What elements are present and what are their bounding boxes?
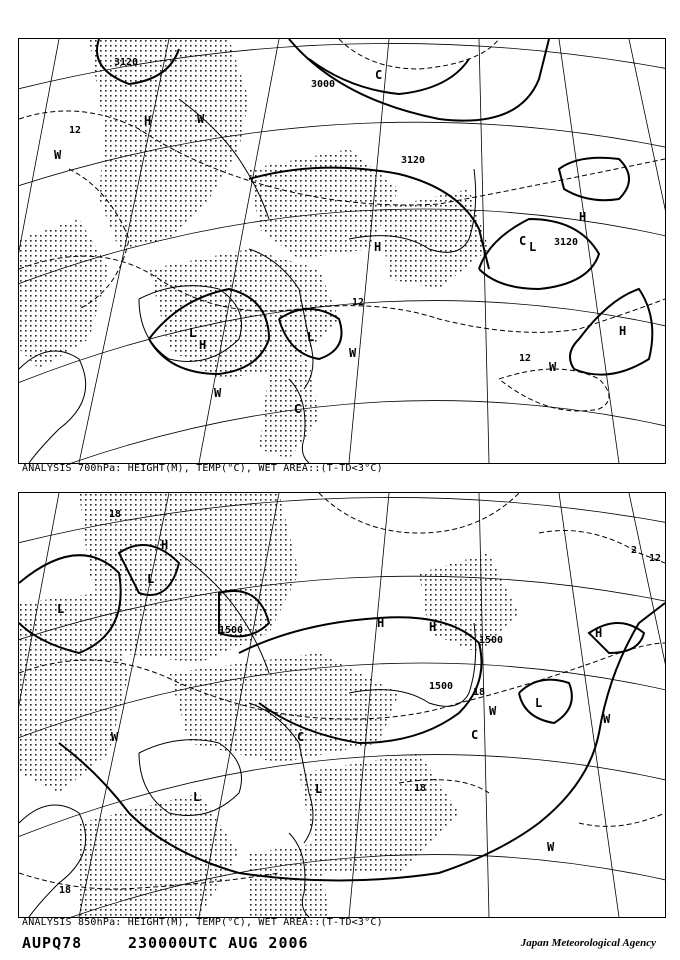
warm-label: W bbox=[603, 712, 611, 726]
map-panel-700hpa bbox=[18, 38, 666, 464]
pressure-center-label: H bbox=[161, 538, 169, 552]
pressure-center-label: C bbox=[297, 730, 305, 744]
warm-label: W bbox=[549, 360, 557, 374]
pressure-center-label: L bbox=[193, 790, 201, 804]
contour-label: 12 bbox=[69, 125, 82, 136]
pressure-center-label: H bbox=[619, 324, 627, 338]
pressure-center-label: L bbox=[189, 326, 197, 340]
pressure-center-label: H bbox=[429, 620, 437, 634]
warm-label: W bbox=[489, 704, 497, 718]
map-700hpa-svg bbox=[19, 39, 665, 463]
contour-label: 18 bbox=[473, 687, 486, 698]
contour-label: 18 bbox=[109, 509, 122, 520]
contour-label: 1500 bbox=[219, 625, 244, 636]
pressure-center-label: H bbox=[374, 240, 382, 254]
pressure-center-label: L bbox=[315, 782, 323, 796]
contour-label: 12 bbox=[519, 353, 532, 364]
pressure-center-label: L bbox=[147, 572, 155, 586]
pressure-center-label: L bbox=[529, 240, 537, 254]
contour-label: 3120 bbox=[114, 57, 139, 68]
pressure-center-label: H bbox=[199, 338, 207, 352]
warm-label: W bbox=[214, 386, 222, 400]
contour-label: 3000 bbox=[311, 79, 336, 90]
pressure-center-label: H bbox=[377, 616, 385, 630]
contour-label: 12 bbox=[352, 297, 365, 308]
agency-name: Japan Meteorological Agency bbox=[520, 937, 656, 949]
warm-label: W bbox=[197, 112, 205, 126]
wet-area-shading bbox=[19, 39, 489, 459]
warm-label: W bbox=[111, 730, 119, 744]
warm-label: W bbox=[547, 840, 555, 854]
analysis-datetime: 230000UTC AUG 2006 bbox=[128, 934, 309, 952]
pressure-center-label: L bbox=[307, 330, 315, 344]
map-panel-850hpa bbox=[18, 492, 666, 918]
pressure-center-label: L bbox=[57, 602, 65, 616]
contour-label: 12 bbox=[649, 553, 662, 564]
map-850hpa-svg bbox=[19, 493, 665, 917]
pressure-center-label: C bbox=[294, 402, 302, 416]
pressure-center-label: H bbox=[144, 114, 152, 128]
contour-label: 18 bbox=[59, 885, 72, 896]
pressure-center-label: L bbox=[535, 696, 543, 710]
contour-label: 1500 bbox=[479, 635, 504, 646]
pressure-center-label: C bbox=[471, 728, 479, 742]
contour-label: 3120 bbox=[401, 155, 426, 166]
pressure-center-label: C bbox=[375, 68, 383, 82]
contour-label: 18 bbox=[414, 783, 427, 794]
contour-label: 3120 bbox=[554, 237, 579, 248]
contour-label: 2 bbox=[631, 545, 638, 556]
warm-label: W bbox=[54, 148, 62, 162]
chart-id: AUPQ78 bbox=[22, 934, 83, 952]
panel-caption-700hpa: ANALYSIS 700hPa: HEIGHT(M), TEMP(°C), WET AREA::(T-TD<3°C) bbox=[22, 463, 383, 474]
pressure-center-label: C bbox=[519, 234, 527, 248]
warm-label: W bbox=[349, 346, 357, 360]
pressure-center-label: H bbox=[595, 626, 603, 640]
pressure-center-label: H bbox=[579, 210, 587, 224]
contour-label: 1500 bbox=[429, 681, 454, 692]
panel-caption-850hpa: ANALYSIS 850hPa: HEIGHT(M), TEMP(°C), WET AREA::(T-TD<3°C) bbox=[22, 917, 383, 928]
